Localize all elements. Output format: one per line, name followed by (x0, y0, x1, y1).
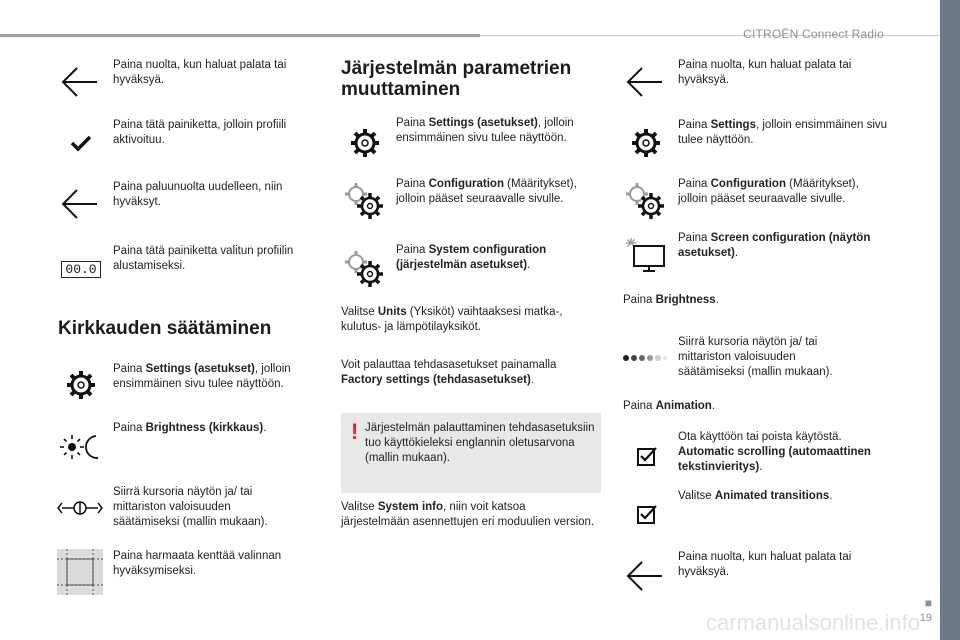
brightness-icon (58, 430, 102, 464)
units-paragraph: Valitse Units (Yksiköt) vaihtaaksesi matka-, kulutus- ja lämpötilayksiköt. (341, 306, 563, 333)
instruction-text: Paina nuolta, kun haluat palata tai hyväksyä. (678, 551, 852, 578)
instruction-text: Paina nuolta, kun haluat palata tai hyväksyä. (113, 59, 287, 86)
instruction-text: Valitse Animated transitions. (678, 490, 833, 502)
screen-configuration-icon (622, 236, 668, 274)
slider-icon (56, 496, 104, 520)
page-number: 19 (919, 612, 932, 624)
instruction-text: Paina Brightness (kirkkaus). (113, 422, 267, 434)
instruction-text: Paina Settings, jolloin ensimmäinen sivu tulee näyttöön. (678, 119, 888, 146)
chapter-sidebar (940, 0, 960, 640)
gear-icon (64, 368, 98, 402)
grey-area-icon (57, 549, 103, 595)
warning-icon: ! (351, 419, 359, 444)
instruction-text: Paina Configuration (Määritykset), jolloin pääset seuraavalle sivulle. (678, 178, 859, 205)
instruction-text: Paina Settings (asetukset), jolloin ensimmäinen sivu tulee näyttöön. (396, 117, 574, 144)
section-heading-brightness: Kirkkauden säätäminen (58, 318, 272, 339)
manual-title: CITROËN Connect Radio (743, 27, 884, 41)
instruction-text: Paina tätä painiketta, jolloin profiili aktivoituu. (113, 119, 287, 146)
instruction-text: Paina Screen configuration (näytön asetukset). (678, 232, 871, 259)
instruction-text: Paina nuolta, kun haluat palata tai hyväksyä. (678, 59, 852, 86)
dots-slider-icon (621, 350, 667, 366)
back-arrow-icon (623, 64, 665, 100)
factory-settings-paragraph: Voit palauttaa tehdasasetukset painamalla Factory settings (tehdasasetukset). (341, 359, 557, 386)
system-info-paragraph: Valitse System info, niin voit katsoa järjestelmään asennettujen eri moduulien version. (341, 501, 595, 528)
checkmark-icon (68, 132, 94, 154)
page-marker: ■ (924, 596, 932, 610)
instruction-text: Paina Settings (asetukset), jolloin ensimmäinen sivu tulee näyttöön. (113, 363, 291, 390)
instruction-text: Paina harmaata kenttää valinnan hyväksymiseksi. (113, 550, 282, 577)
gear-icon (348, 126, 382, 160)
brightness-paragraph: Paina Brightness. (623, 294, 719, 306)
system-configuration-icon (342, 248, 386, 288)
gear-icon (629, 126, 663, 160)
warning-text: Järjestelmän palauttaminen tehdasasetuksiin tuo käyttökieleksi englannin oletusarvona (mallin mukaan). (365, 422, 595, 464)
warning-box (341, 413, 601, 493)
back-arrow-icon (623, 558, 665, 594)
instruction-text: Siirrä kursoria näytön ja/ tai mittariston valoisuuden säätämiseksi (mallin mukaan). (113, 486, 268, 528)
instruction-text: Ota käyttöön tai poista käytöstä. Automatic scrolling (automaattinen tekstinvieritys). (678, 431, 871, 473)
section-heading-system: Järjestelmän parametrien muuttaminen (341, 58, 572, 100)
configuration-icon (342, 180, 386, 220)
instruction-text: Paina paluunuolta uudelleen, niin hyväksyt. (113, 181, 283, 208)
checkbox-icon (636, 503, 658, 525)
instruction-text: Paina Configuration (Määritykset), jolloin pääset seuraavalle sivulle. (396, 178, 577, 205)
configuration-icon (623, 180, 667, 220)
reset-display-icon (58, 259, 104, 279)
header-rule (0, 34, 480, 37)
watermark: carmanualsonline.info (705, 610, 920, 635)
instruction-text: Siirrä kursoria näytön ja/ tai mittariston valoisuuden säätämiseksi (mallin mukaan). (678, 336, 833, 378)
checkbox-icon (636, 445, 658, 467)
animation-paragraph: Paina Animation. (623, 400, 716, 412)
back-arrow-icon (58, 64, 100, 100)
back-arrow-icon (58, 186, 100, 222)
reset-display-value: 00.0 (61, 261, 100, 278)
instruction-text: Paina System configuration (järjestelmän asetukset). (396, 244, 547, 271)
instruction-text: Paina tätä painiketta valitun profiilin alustamiseksi. (113, 245, 294, 272)
